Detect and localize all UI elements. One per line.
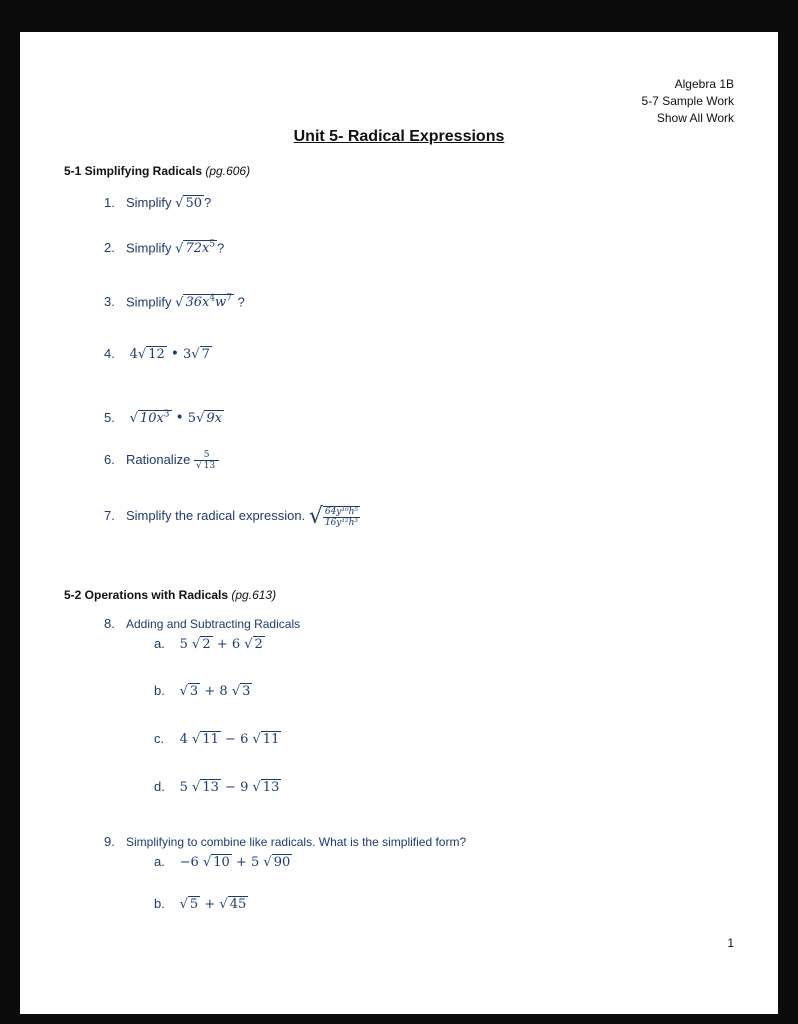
section-heading-5-2: 5-2 Operations with Radicals (pg.613) — [64, 588, 277, 602]
question-8: 8. Adding and Subtracting Radicals — [104, 616, 301, 631]
instruction-text: Show All Work — [656, 111, 734, 125]
section-heading-5-1: 5-1 Simplifying Radicals (pg.606) — [64, 164, 251, 178]
question-9a: a. −6 √ 10 + 5 √ 90 — [154, 854, 291, 870]
question-8b: b. √ 3 + 8 √ 3 — [154, 683, 251, 699]
page-number: 1 — [727, 936, 734, 950]
header-block — [642, 76, 734, 127]
course-name: Algebra 1B — [674, 77, 734, 91]
question-7: 7. Simplify the radical expression. √ $\frac{\text{64y¹⁰h⁵}}{\text{16y¹²h³}}$ — [104, 504, 359, 529]
question-2: 2. Simplify √ $72x^5$ ? — [104, 240, 225, 257]
assignment-name: 5-7 Sample Work — [641, 94, 734, 108]
question-5: 5. √ $10x^3$ • 5√ 9x — [104, 410, 222, 427]
worksheet-page — [20, 32, 778, 1014]
question-9b: b. √ 5 + √ 45 — [154, 896, 247, 912]
question-8a: a. 5 √ 2 + 6 √ 2 — [154, 636, 263, 652]
page-title: Unit 5- Radical Expressions — [293, 128, 505, 145]
question-6: 6. Rationalize $\frac{5}{√ 13}$ — [104, 450, 219, 471]
question-9: 9. Simplifying to combine like radicals. What is the simplified form? — [104, 834, 467, 849]
question-8c: c. 4 √ 11 − 6 √ 11 — [154, 731, 280, 747]
question-4: 4. 4√ 12 • 3√ 7 — [104, 346, 210, 362]
question-8d: d. 5 √ 13 − 9 √ 13 — [154, 779, 280, 795]
question-1: 1. Simplify √ 50 ? — [104, 195, 212, 211]
question-3: 3. Simplify √ $36x^4w^7$ ? — [104, 294, 245, 311]
fraction: $\frac{5}{√ 13}$ — [194, 450, 219, 471]
